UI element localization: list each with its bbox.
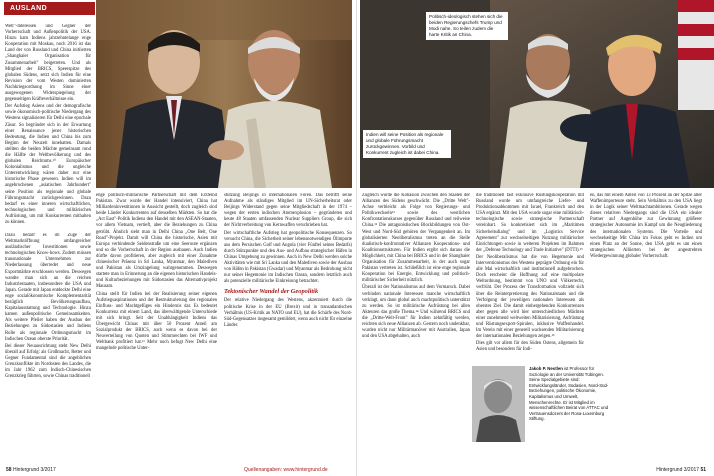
- author-description: ist Professor für Soziologie an der Universität Tübingen. Seine Spezialgebiete sind: Entwicklungsländer, Südasien, Nord-Süd-Beziehungen, politische Ökonomie, Kapitalismus und Umwelt, Menschenrechte. Er ist Mitglied im wissenschaftlichen Beirat von ATTAC und Vertrauensdozent der Rosa-Luxemburg Stiftung.: [529, 366, 609, 422]
- paragraph: Bei dieser Neuausrichtung steht New Delhi überall auf Erfolg: als Großmacht, Retter und Gegner Fundamental sind die angeblichen Grenzkonflikte im Nordosten des Landes, die im Jahr 1962 zum Indisch-Chinesischen Grenzkrieg führten, sowie Chinas traditionell: [5, 343, 91, 380]
- subheading: Tektonischer Wandel der Geopolitik: [224, 288, 319, 296]
- photo-caption: Politisch-ideologisch stehen sich die beiden Regierungschefs Trump und Modi nahe. So teilen zudem die harte Kritik an China.: [426, 12, 508, 40]
- photo-modi-trump: [360, 0, 714, 188]
- paragraph: Zugleich wurde die Kohäsion zwischen den Staaten der Allianzen des Südens geschwächt. Die „Dritte Welt"-Achse verbleicht als Folge von Regierungs- und Politikwechseln¹² sowie des westlichen Konfrontationskurses gegenüber Russland und teilweise China.¹³ Die antagonistischen Blockbildungen von Ost-West und Nord-Süd gehören der Vergangenheit an. Im globalisierten Neoliberalismus treten an die Stelle dualistisch-konfrontativer Allianzen Kooperations- und Koalitionsstrukturen. Für Indien ergibt sich daraus die Möglichkeit, mit China bei BRICS und in der Shanghaier Organisation für Zusammenarbeit, in der auch sogar Pakistan vertreten ist. Schließlich ist eine enge regionale Kooperation bei Energie, Entwicklung und politisch-militärischer Sicherheit nützlich.: [362, 193, 470, 284]
- author-bio: [529, 366, 609, 422]
- page-gutter: [356, 0, 357, 476]
- column-2: [96, 193, 217, 466]
- footer-left: [6, 467, 56, 473]
- author-name: Jakob P. Nestlen: [529, 366, 563, 371]
- section-label: AUSLAND: [4, 2, 95, 15]
- photo-xi-modi: [96, 0, 352, 188]
- column-5: [476, 193, 584, 363]
- paragraph: stützung Beijings in internationalen Foren. Das betrifft seine Aufnahme als ständiges Mitglied im UN-Sicherheitsrat oder Beijings Widerstand gegen seine Mitgliedschaft in der 1974 – wegen der ersten indischen Atomexplosion – gegründeten und heute 48 Staaten umfassenden Nuclear Suppliers Group, die sich der Nichtverbreitung von Kernwaffen verschrieben hat.: [224, 193, 352, 229]
- paragraph: en, das mit einem Anteil von 13 Prozent an der Spitze aller Waffenimporteure steht. Sein Verhältnis zu den USA liegt in der Logik seiner Weltmachtambitionen. Gerade wegen dieses relativen Niedergangs sind die USA ein idealer Partner auf Augenhöhe zur Gewinnung größerer strategischer Autonomie im Kampf um die Neugliederung des internationalen Systems. Die Vorteile und wechselseitige Mit China im Fokus geht es Indien um einen Platz an der Sonne, den USA geht es um einen strategischen Alliierten bei der angestrebten Wiedergewinnung globaler Vorherrschaft.: [590, 193, 702, 259]
- footer-right: [656, 467, 706, 473]
- paragraph: Dies gilt vor allem für den Süden Ostens, allgemein für Asien und besonders für Indi-: [476, 341, 584, 353]
- paragraph: enge politisch-militärische Partnerschaft mit dem Erzfeind Pakistan. Zwar wurde der Handel intensiviert, China hat Milliardeninvestitionen in Aussicht gestellt, doch zugleich sind beide Länder Konkurrenten auf denselben Märkten. So hat die „Act East"-Politik Indiens den Handel mit den ASEAN-Staaten, vor allem Vietnam, vertieft, aber die Beziehungen zu China getrübt. Ähnlich sieht man in Delhi China „One Belt, One Road"-Projekt. Damit will China die historische, Asien mit Europa verbindende Seidenstraße um eine Seeroute ergänzen und so die Vorherrschaft in der Region ausbauen. Auch Indien dürfte davon profitieren, aber zugleich mit einer Zunahme chinesischer Präsenz in Sri Lanka, Myanmar, den Malediven und Pakistan als Umzingelung wahrgenommen. Deswegen startete man in Erinnerung an die eigenen historischen Handels- und Kulturbeziehungen mit Südostasien das Alternativprojekt Mausam.: [96, 193, 217, 290]
- paragraph: China stellt für Indien bei der Realisierung seiner eigenen Aufstiegsaspirationen und der Restrukturierung des regionalen Einfluss- und Machtgefüges ein Hindernis dar. Es bedeutet Konkurrenz mit einem Land, das überwältigende Unterschiede mit sich bringt. Seit der Unabhängigkeit Indiens das Übergewicht Chinas mit über 50 Prozent Anteil am Sozialprodukt der BRICS, auch wenn es davon bei der Neuverteilung von Quoten und Stimmrechten bei IWF und Weltbank profitiert hat.¹¹ Mehr noch befugt New Delhi eine mangelnde politische Unter-: [96, 291, 217, 352]
- paragraph: Der relative Niedergang des Westens, akzentuiert durch die politische Krise in der EU (Brexit) und in transatlantischen Verhältnis (US-Kritik an NATO und EU), hat die Schärfe des Nord-Süd-Gegensatzes insgesamt gemildert, wenn auch nicht für einzelne Länder.: [224, 298, 352, 328]
- column-1-lower: [5, 233, 91, 466]
- column-1-upper: [5, 24, 91, 230]
- page-number-right: 51: [700, 467, 706, 473]
- paragraph: Der wirtschaftliche Aufstieg hat geopolitische Konsequenzen. So versucht China, die Sicherheit seiner lebensnotwendigen Ölimporte aus dem Persischen Golf und Angola (vier Fünftel seines Bedarfs) durch Stützpunkte und den Aus- und Aufbau strategischer Häfen in Chinas Umgebung zu gewinnen. Auch in New Delhi werden solche Aktivitäten wie mit Sri Lanka und den Malediven sowie der Ausbau von Häfen in Pakistan (Gwadar) und Myanmar als Bedrohung nicht nur seiner Hegemonie im Indischen Ozean, sondern letztlich auch als potenzielle militärische Einkreisung betrachtet.: [224, 230, 352, 285]
- photo-caption: Indien will seine Position als regionale und globale Führungsmacht zurückgewinnen. Vorbild und Konkurrent zugleich ist dabei China.: [363, 130, 451, 158]
- paragraph: Der Aufstieg Asiens und der demografische sowie ökonomisch-politische Niedergang des Westens signalisieren für Delhi eine epochale Zäsur. So begründet sich in der Erwartung einer Renaissance jener historischen Bedeutung, die Indien und China bis zum Beginn der Neuzeit innehatten. Damals stellten die beiden Mächte gemeinsam rund die Hälfte der Weltbevölkerung und des globalen Reichtums.¹⁰ Europäischer Kolonialismus und die ungleiche Unterentwicklung wären daher nur eine historische Phase gewesen. Indien will im angebrochenen „asiatischen Jahrhundert" seine Position als regionale und globale Führungsmacht zurückgewinnen. Dazu bedarf es einer inneren wirtschaftlichen, technologischen und militärischen Aufrüstung, um mit Konkurrenten mithalten zu können.: [5, 104, 91, 225]
- author-photo: [472, 366, 525, 442]
- column-3: [224, 193, 352, 466]
- column-4: [362, 193, 470, 466]
- column-6: [590, 193, 702, 363]
- page-number-left: 58: [6, 467, 12, 473]
- paragraph: Der Neoliberalismus hat die von Hegemonie und Interventionismus des Westens geprägte Ordnung ein für alle Mal wirtschaftlich und institutionell aufgebrochen. Doch erscheint die Hoffnung auf eine multipolare Weltordnung, bestimmt von UNO und Völkerrecht, verfrüht. Der Prozess der Transformation vollzieht sich über die Reinterpretierung des Nationalstaats und die Verfolgung der jeweiligen nationalen Interessen als oberstes Ziel. Die damit einhergehenden Konkurrenzen aber gegen alle wird hier unterschiedlichen Mächten einer zunehmend weltweiten Militarisierung, Aufrüstung und Rüstungsexport-Spiralen, inklusive Waffenhandel. Im Verein mit einer generell wachsenden Militarisierung der internationalen Beziehungen zeigen.¹⁶: [476, 254, 584, 340]
- magazine-issue-left: Hintergrund 3/2017: [12, 467, 56, 473]
- paragraph: Überall ist der Nationalismus auf dem Vormarsch. Dabei verbinden nationale Interessen manche wirtschaftlich verklagt, um dann global auch machtpolitisch unterstützt zu werden. So ist militärische Aufrüstung bei allen Akteuren das große Thema.¹⁴ Und während BRICS und die „Dritte-Welt-Front" für Indien zehnfältig werden, reichten sich neue Allianzen ab. Gestern noch undenkbar, wurden nicht nur Militärmanöver mit Australien, Japan und den USA abgehalten, auch: [362, 285, 470, 340]
- paragraph: Welt"-Interessen und Gegner der Vorherrschaft und Außenpolitik der USA. Hinzu kam Indiens jahrzehntelange enge Kooperation mit Moskau, noch 2016 ist das Land der von Russland und China initiierten „Shanghaier Organisation für Zusammenarbeit" beigetreten. Und als Mitglied der BRICS, Speerspitze des globalen Südens, setzt sich Indien für eine Revision der vom Westen dominierten Nachkriegsordnung im Sinne einer ausgewogenen Widerspiegelung der gegenseitigen Kräfteverhältnisse ein.: [5, 24, 91, 103]
- magazine-issue-right: Hintergrund 3/2017: [656, 467, 700, 473]
- paragraph: Dazu bedarf es im Zuge der Weltmarktöffnung umfangreicher ausländischer Investitionen sowie technologischen Know-hows. Zudem müssen transnationale Unternehmen zur Niederlassung überredet und neue Exportmärkte erschlossen werden. Deswegen wandte man sich an die reichen Industriestaaten, insbesondere die USA und Japan. Gerade mit Japan entdeckte Delhi eine enge sozialökonomische Komplementarität bezüglich Bevölkerungsaufbau, Kapitalausstattung und Technologie. Hinzu kamen außenpolitische Gemeinsamkeiten. Als weitere Pfeiler haben der Ausbau der Beziehungen zu Südostasien und Indiens Rolle als regionale Ordnungsmacht im Indischen Ozean oberste Priorität.: [5, 233, 91, 342]
- paragraph: die traditionell fast exklusive Rüstungskooperation mit Russland wurde um umfangreiche Liefer- und Produktionsabkommen mit Israel, Frankreich und den USA ergänzt. Mit den USA wurde sogar eine militärisch-technologische sowie strategische Partnerschaft vereinbart. So konkretisiert sich im „Maritimen Sicherheitsdialog" und im „Logistics Service Agreement" zur wechselseitigen Nutzung militärischer Einrichtungen sowie in weiteren Projekten im Rahmen der „Defense Technology and Trade Initiative" (DTTI).¹⁵: [476, 193, 584, 253]
- footer-sources: Quellenangaben: www.hintergrund.de: [244, 467, 328, 473]
